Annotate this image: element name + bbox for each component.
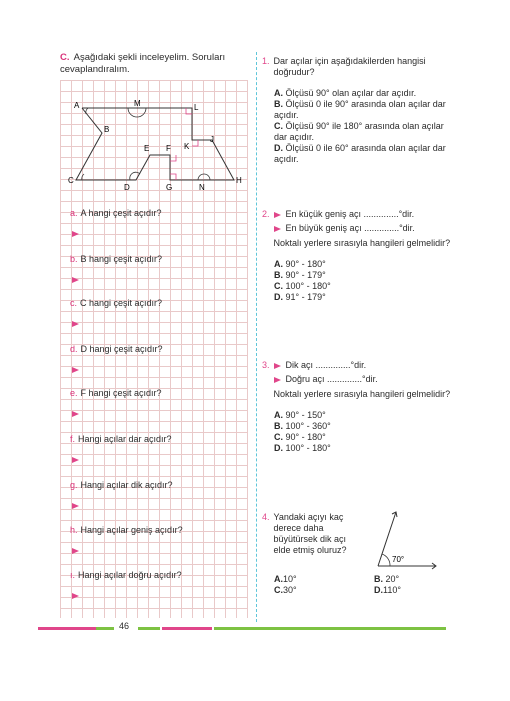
- angle-mark-m: [128, 108, 146, 117]
- column-divider: [256, 52, 257, 622]
- point-k: K: [184, 142, 190, 151]
- point-l: L: [194, 103, 199, 112]
- arrow-icon: [274, 226, 281, 232]
- footer-bar-pink: [162, 627, 212, 630]
- point-h: H: [236, 176, 242, 185]
- answer-arrow-icon: [72, 411, 79, 417]
- question-b: b. B hangi çeşit açıdır?: [70, 254, 163, 264]
- footer-bar-green: [214, 627, 446, 630]
- point-e: E: [144, 144, 150, 153]
- arrow-icon: [274, 377, 281, 383]
- question-4-text: Yandaki açıyı kaç derece daha büyütürsek dik açı elde etmiş oluruz?: [273, 512, 347, 555]
- question-2: 2. En küçük geniş açı ..............°dir. En büyük geniş açı ..............°dir. Noktalı yerlere sırasıyla hangileri gelmelidir? A. 90° - 180° B. 90° - 179° C. 100° - 180° D. 91° - 179°: [262, 209, 451, 302]
- angle-label: 70°: [392, 555, 405, 564]
- point-f: F: [166, 144, 171, 153]
- question-3: 3. Dik açı ..............°dir. Doğru açı ..............°dir. Noktalı yerlere sırasıyla hangileri gelmelidir? A. 90° - 150° B. 100° - 360° C. 90° - 180° D. 100° - 180°: [262, 360, 451, 453]
- arrow-icon: [274, 363, 281, 369]
- angle-figure: [374, 508, 440, 570]
- angle-mark-c: [82, 174, 84, 180]
- angle-mark-a: [86, 108, 88, 114]
- arrow-icon: [274, 212, 281, 218]
- question-g: g. Hangi açılar dik açıdır?: [70, 480, 173, 490]
- question-e: e. F hangi çeşit açıdır?: [70, 388, 162, 398]
- question-h: h. Hangi açılar geniş açıdır?: [70, 525, 183, 535]
- footer-bar-green: [138, 627, 160, 630]
- question-4: 4. Yandaki açıyı kaç derece daha büyütürsek dik açı elde etmiş oluruz? 70° A.10° B. 20° C.30° D.110°: [262, 512, 452, 596]
- answer-arrow-icon: [72, 231, 79, 237]
- page-number: 46: [119, 621, 130, 631]
- point-d: D: [124, 183, 130, 192]
- question-a: a. A hangi çeşit açıdır?: [70, 208, 162, 218]
- point-g: G: [166, 183, 173, 192]
- section-c-label: C.: [60, 52, 70, 63]
- answer-arrow-icon: [72, 321, 79, 327]
- section-c-instruction: Aşağıdaki şekli inceleyelim. Soruları cevaplandıralım.: [60, 52, 226, 75]
- answer-arrow-icon: [72, 503, 79, 509]
- question-d: d. D hangi çeşit açıdır?: [70, 344, 163, 354]
- point-b: B: [104, 125, 110, 134]
- point-a: A: [74, 101, 80, 110]
- right-angle-k: [192, 140, 198, 146]
- answer-arrow-icon: [72, 593, 79, 599]
- answer-arrow-icon: [72, 367, 79, 373]
- point-m: M: [134, 99, 141, 108]
- right-angle-l: [186, 108, 192, 114]
- right-angle-g: [170, 174, 176, 180]
- answer-arrow-icon: [72, 457, 79, 463]
- question-1: 1. Dar açılar için aşağıdakilerden hangisi doğrudur? A. Ölçüsü 90° olan açılar dar açıdır. B. Ölçüsü 0 ile 90° arasında olan açılar dar açıdır. C. Ölçüsü 90° ile 180° arasında olan açılar dar açıdır. D. Ölçüsü 0 ile 60° arasında olan açılar dar açıdır.: [262, 56, 452, 165]
- question-1-text: Dar açılar için aşağıdakilerden hangisi doğrudur?: [273, 56, 426, 77]
- section-c-header: [60, 52, 248, 76]
- point-j: J: [210, 135, 214, 144]
- question-i: ı. Hangi açılar doğru açıdır?: [70, 570, 182, 580]
- point-c: C: [68, 176, 74, 185]
- angle-mark-n: [198, 174, 210, 180]
- right-angle-f: [170, 155, 176, 161]
- point-n: N: [199, 183, 205, 192]
- footer-bar-green: [96, 627, 114, 630]
- question-c: c. C hangi çeşit açıdır?: [70, 298, 163, 308]
- answer-arrow-icon: [72, 277, 79, 283]
- polygon-figure: [60, 96, 248, 196]
- question-f: f. Hangi açılar dar açıdır?: [70, 434, 172, 444]
- answer-arrow-icon: [72, 548, 79, 554]
